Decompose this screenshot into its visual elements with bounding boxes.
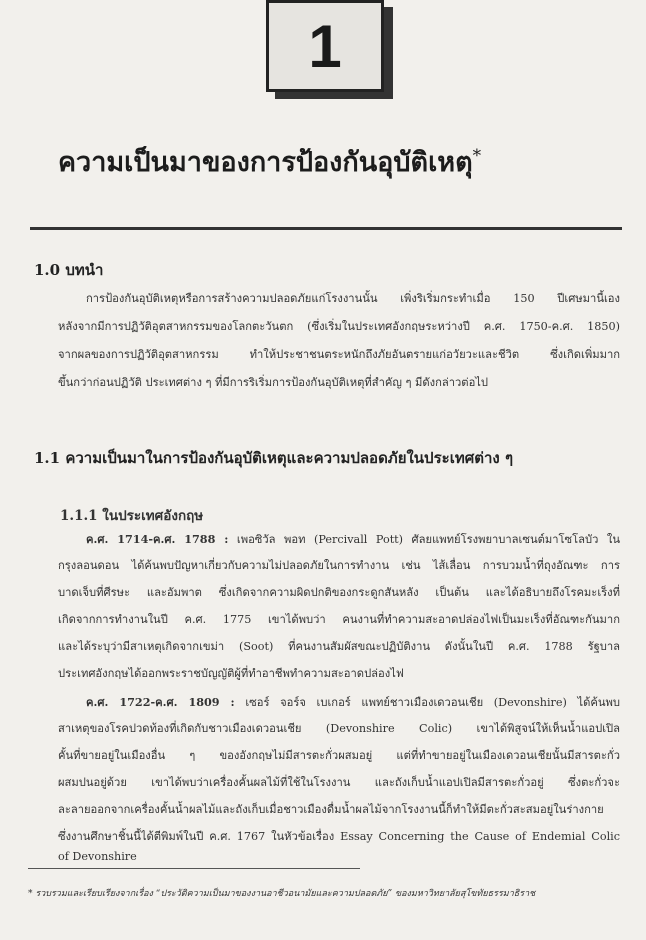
footnote: * รวบรวมและเรียบเรียงจากเรื่อง “ประวัติความเป็นมาของงานอาชีวอนามัยและความปลอดภัย” ของมหาวิทยาลัยสุโขทัยธรรมาธิราช bbox=[28, 889, 536, 899]
section-heading-1-1: 1.1 ความเป็นมาในการป้องกันอุบัติเหตุและความปลอดภัยในประเทศต่าง ๆ bbox=[34, 449, 513, 467]
paragraph-text: เซอร์ จอร์จ เบเกอร์ แพทย์ชาวเมืองเดวอนเชีย (Devonshire) ได้ค้นพบ bbox=[245, 696, 620, 709]
chapter-title-text: ความเป็นมาของการป้องกันอุบัติเหตุ bbox=[58, 147, 473, 178]
paragraph-line: ซึ่งงานศึกษาชิ้นนี้ได้ตีพิมพ์ในปี ค.ศ. 1767 ในหัวข้อเรื่อง Essay Concerning the Cause of Endemial Colic bbox=[58, 830, 620, 843]
section-heading-1-0: 1.0 บทนำ bbox=[34, 261, 104, 279]
paragraph-line: การป้องกันอุบัติเหตุหรือการสร้างความปลอดภัยแก่โรงงานนั้น เพิ่งริเริ่มกระทำเมื่อ 150 ปีเศษมานี้เอง bbox=[86, 292, 620, 305]
paragraph-text: เพอซิวัล พอท (Percivall Pott) ศัลยแพทย์โรงพยาบาลเซนต์มาโซโลบัว ใน bbox=[236, 533, 620, 546]
paragraph-line bbox=[86, 693, 620, 712]
paragraph-line: เกิดจากการทำงานในปี ค.ศ. 1775 เขาได้พบว่า คนงานที่ทำความสะอาดปล่องไฟเป็นมะเร็งที่อัณฑะกันมาก bbox=[58, 613, 620, 626]
date-label: ค.ศ. 1714-ค.ศ. 1788 : bbox=[86, 532, 229, 546]
date-label: ค.ศ. 1722-ค.ศ. 1809 : bbox=[86, 695, 235, 709]
paragraph-line: จากผลของการปฏิวัติอุตสาหกรรม ทำให้ประชาชนตระหนักถึงภัยอันตรายแก่อวัยวะและชีวิต ซึ่งเกิดเพิ่มมาก bbox=[58, 348, 620, 361]
paragraph-line: และได้ระบุว่ามีสาเหตุเกิดจากเขม่า (Soot) ที่คนงานสัมผัสขณะปฏิบัติงาน ดังนั้นในปี ค.ศ. 1788 รัฐบาล bbox=[58, 640, 620, 653]
paragraph-line: ละลายออกจากเครื่องคั้นน้ำผลไม้และถังเก็บเมื่อชาวเมืองดื่มน้ำผลไม้จากโรงงานนี้ก็ทำให้มีตะกั่วสะสมอยู่ในร่างกาย bbox=[58, 803, 604, 816]
chapter-number-box bbox=[266, 0, 384, 92]
chapter-number: 1 bbox=[308, 12, 342, 80]
paragraph-line: ขึ้นกว่าก่อนปฏิวัติ ประเทศต่าง ๆ ที่มีการริเริ่มการป้องกันอุบัติเหตุที่สำคัญ ๆ มีดังกล่าวต่อไป bbox=[58, 376, 489, 389]
subsection-heading-1-1-1: 1.1.1 ในประเทศอังกฤษ bbox=[60, 508, 204, 524]
footnote-divider bbox=[28, 868, 360, 869]
chapter-title bbox=[58, 140, 618, 183]
paragraph-line: สาเหตุของโรคปวดท้องที่เกิดกับชาวเมืองเดวอนเชีย (Devonshire Colic) เขาได้พิสูจน์ให้เห็นน้ำแอปเปิล bbox=[58, 722, 620, 735]
paragraph-line: of Devonshire bbox=[58, 850, 137, 863]
paragraph-line: หลังจากมีการปฏิวัติอุตสาหกรรมของโลกตะวันตก (ซึ่งเริ่มในประเทศอังกฤษระหว่างปี ค.ศ. 1750-ค.ศ. 1850) bbox=[58, 320, 620, 333]
paragraph-line: กรุงลอนดอน ได้ค้นพบปัญหาเกี่ยวกับความไม่ปลอดภัยในการทำงาน เช่น ไส้เลื่อน การบวมน้ำที่ถุงอัณฑะ การ bbox=[58, 559, 620, 572]
paragraph-line: คั้นที่ขายอยู่ในเมืองอื่น ๆ ของอังกฤษไม่มีสารตะกั่วผสมอยู่ แต่ที่ทำขายอยู่ในเมืองเดวอนเชียนั้นมีสารตะกั่ว bbox=[58, 749, 620, 762]
paragraph-line: ประเทศอังกฤษได้ออกพระราชบัญญัติผู้ที่ทำอาชีพทำความสะอาดปล่องไฟ bbox=[58, 667, 404, 680]
title-divider bbox=[30, 227, 622, 230]
paragraph-line: ผสมปนอยู่ด้วย เขาได้พบว่าเครื่องคั้นผลไม้ที่ใช้ในโรงงาน และถังเก็บน้ำแอปเปิลมีสารตะกั่วอยู่ ซึ่งตะกั่วจะ bbox=[58, 776, 620, 789]
paragraph-line bbox=[86, 530, 620, 549]
footnote-marker: * bbox=[472, 146, 482, 166]
paragraph-line: บาดเจ็บที่ศีรษะ และอัมพาต ซึ่งเกิดจากความผิดปกติของกระดูกสันหลัง เป็นต้น และได้อธิบายถึงโรคมะเร็งที่ bbox=[58, 586, 620, 599]
